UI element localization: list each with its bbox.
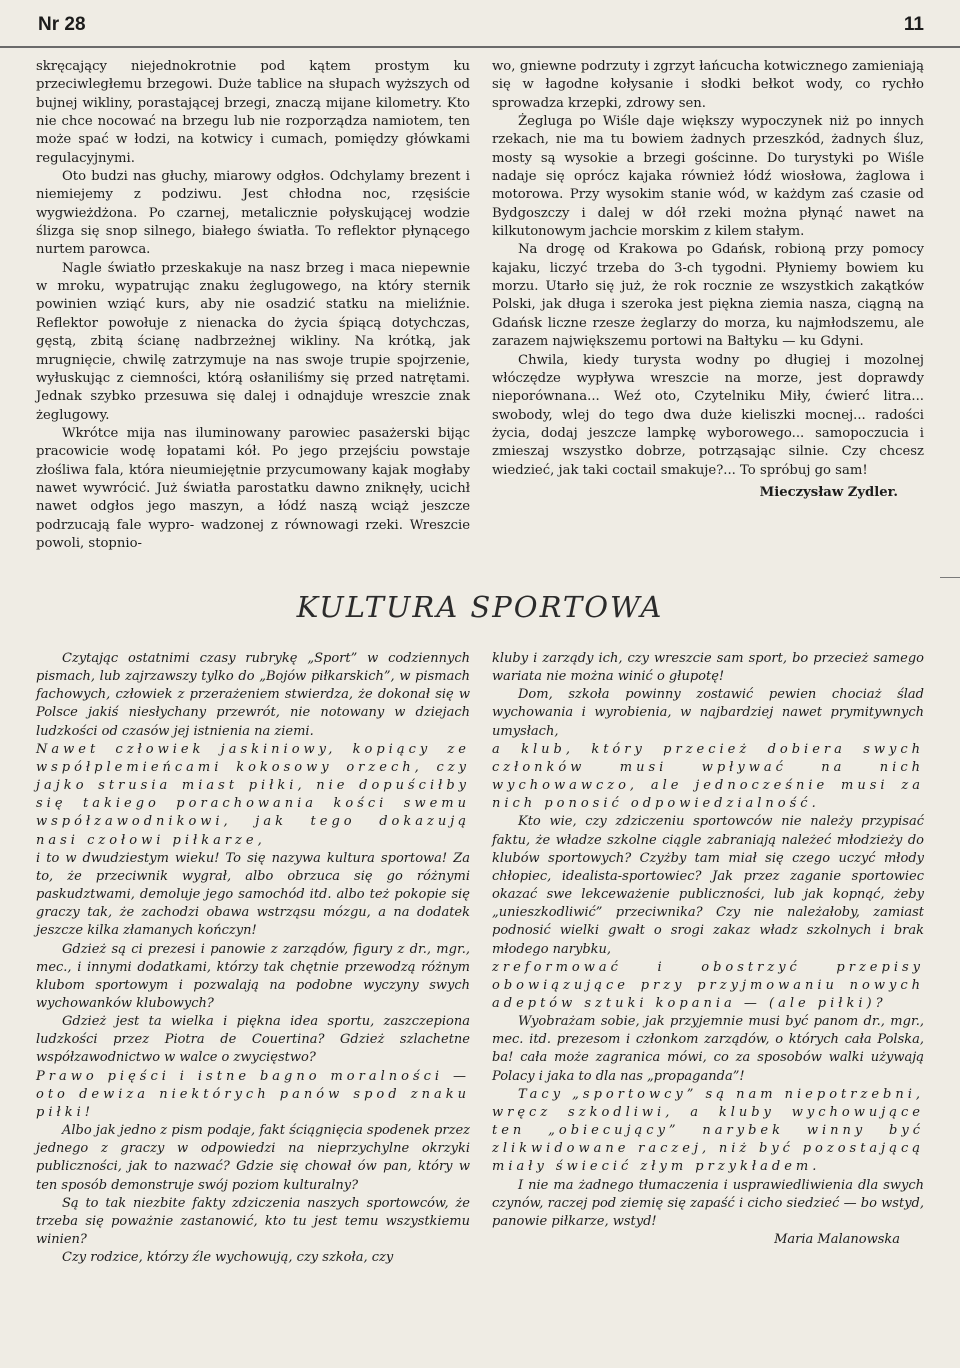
paragraph-spaced: zreformować i obostrzyć przepisy obowiązujące przy przyjmowaniu nowych adeptów sztuki kopania — (ale piłki)? (492, 959, 924, 1011)
paragraph: Są to tak niezbite fakty zdziczenia naszych sportowców, że trzeba się poważnie zastanowić, kto tu jest temu wszystkiemu winien? (36, 1195, 470, 1247)
article-column-bottom-right (492, 650, 924, 1249)
divider (940, 577, 960, 578)
paragraph: skręcający niejednokrotnie pod kątem prostym ku przeciwległemu brzegowi. Duże tablice na słupach wyższych od bujnej wikliny, porastającej brzegi, znaczą mijane kilometry. Kto nie chce nocować na brzegu lub nie rozporządza namiotem, ten może spać w łodzi, na kotwicy i cumach, pomiędzy główkami regulacyjnymi. (36, 59, 470, 166)
paragraph: i to w dwudziestym wieku! To się nazywa kultura sportowa! Za to, że przeciwnik wygrał, albo obrzuca się go różnymi paskudztwami, demoluje jego samochód itd. albo też pokopie się graczy tak, że zachodzi obawa wstrząsu mózgu, a na dodatek jeszcze kilka złamanych kończyn! (36, 850, 470, 939)
paragraph: Wyobrażam sobie, jak przyjemnie musi być panom dr., mgr., mec. itd. prezesom i członkom zarządów, o których cała Polska, ba! cała może zagranica mówi, co za sposobów walki używają Polacy i jaka to dla nas „propaganda”! (492, 1014, 924, 1084)
paragraph-spaced: Tacy „sportowcy” są nam niepotrzebni, wręcz szkodliwi, a kluby wychowujące ten „obiecujący” narybek winny być zlikwidowane raczej, niż być pozostającą miały świecić złym przykładem. (492, 1086, 924, 1175)
article-column-bottom-left (36, 650, 470, 1267)
article-column-top-right (492, 58, 924, 502)
paragraph-spaced: Prawo pięści i istne bagno moralności — oto dewiza niektórych panów spod znaku piłki! (36, 1068, 470, 1120)
paragraph: Chwila, kiedy turysta wodny po długiej i mozolnej włóczędze wypływa wreszcie na morze, jest doprawdy nieporównana... Weź oto, Czytelniku Miły, ćwierć litra... swobody, wlej do tego dwa duże kieliszki mocnej... radości życia, dodaj jeszcze lampkę wyborowego... samopoczucia i zmieszaj wszystko dobrze, potrząsając silnie. Czy chcesz wiedzieć, jak taki coctail smakuje?... To spróbuj go sam! (492, 352, 924, 478)
page-header (0, 0, 960, 48)
paragraph: Oto budzi nas głuchy, miarowy odgłos. Odchylamy brezent i niemiejemy z podziwu. Jest chłodna noc, rzęsiście wygwieżdżona. Po czarnej, metalicznie połyskującej wodzie ślizga się snop silnego, białego światła. To reflektor płynącego nurtem parowca. (36, 169, 470, 258)
article-column-top-left (36, 58, 470, 553)
author-signature: Maria Malanowska (774, 1232, 900, 1247)
paragraph: Wkrótce mija nas iluminowany parowiec pasażerski bijąc pracowicie wodę łopatami kół. Po jego przejściu powstaje złośliwa fala, która nieumiejętnie przycumowany kajak mogłaby nawet wywrócić. Już światła parostatku dawno zniknęły, ucichł nawet odgłos jego maszyn, a łódź naszą wciąż jeszcze podrzucają fale wypro- wadzonej z równowagi rzeki. Wreszcie powoli, stopnio- (36, 425, 470, 551)
paragraph: I nie ma żadnego tłumaczenia i usprawiedliwienia dla swych czynów, raczej pod ziemię się zapaść i cicho siedzieć — bo wstyd, panowie piłkarze, wstyd! (492, 1177, 924, 1229)
author-signature: Mieczysław Zydler. (759, 484, 898, 500)
paragraph-spaced: Nawet człowiek jaskiniowy, kopiący ze współplemieńcami kokosowy orzech, czy jajko strusia miast piłki, nie dopuściłby się takiego porachowania kości swemu współzawodnikowi, jak tego dokazują nasi czołowi piłkarze, (36, 741, 470, 848)
paragraph: kluby i zarządy ich, czy wreszcie sam sport, bo przecież samego wariata nie można winić o głupotę! (492, 651, 924, 685)
paragraph: Dom, szkoła powinny zostawić pewien chociaż ślad wychowania i wyrobienia, w najbardziej nawet prymitywnych umysłach, (492, 687, 924, 739)
paragraph: Na drogę od Krakowa po Gdańsk, robioną przy pomocy kajaku, liczyć trzeba do 3-ch tygodni. Płyniemy bowiem ku morzu. Utarło się już, że rok rocznie ze wszystkich zakątków Polski, jak długa i szeroka jest piękna ziemia nasza, ciągną na Gdańsk liczne rzesze żeglarzy do morza, ku najmłodszemu, ale zarazem największemu portowi na Bałtyku — ku Gdyni. (492, 242, 924, 350)
paragraph: Nagle światło przeskakuje na nasz brzeg i maca niepewnie w mroku, wypatrując znaku żeglugowego, na który sternik powinien wziąć kurs, aby nie osadzić statku na mieliźnie. Reflektor powołuje z nienacka do życia śpiącą dotychczas, gęstą, zbitą ścianę nadbrzeżnej wikliny. Na krótką, jak mrugnięcie, chwilę zatrzymuje na nas swoje trupie spojrzenie, wyłuskując z ciemności, którą osłaniliśmy się przed natrętami. Jednak szybko przesuwa się dalej i odnajduje wreszcie znak żeglugowy. (36, 260, 470, 423)
paragraph: Czytając ostatnimi czasy rubrykę „Sport” w codziennych pismach, lub zajrzawszy tylko do „Bojów piłkarskich”, w pismach fachowych, człowiek z przerażeniem stwierdza, że dokonał się w Polsce jakiś niesłychany przewrót, nie notowany w dziejach ludzkości od czasów jej istnienia na ziemi. (36, 651, 470, 739)
issue-number: Nr 28 (38, 14, 86, 35)
paragraph-spaced: a klub, który przecież dobiera swych członków musi wpływać na nich wychowawczo, ale jednocześnie musi za nich ponosić odpowiedzialność. (492, 741, 924, 812)
paragraph: Gdzież są ci prezesi i panowie z zarządów, figury z dr., mgr., mec., i innymi dodatkami, którzy tak chętnie przewodzą różnym klubom sportowym i pozwalają na podobne wyczyny swych wychowanków klubowych? (36, 941, 470, 1011)
section-title: KULTURA SPORTOWA (296, 590, 664, 624)
paragraph: wo, gniewne podrzuty i zgrzyt łańcucha kotwicznego zamieniają się w łagodne kołysanie i słodki bełkot wody, co rychło sprowadza krzepki, zdrowy sen. (492, 59, 924, 111)
paragraph: Gdzież jest ta wielka i piękna idea sportu, zaszczepiona ludzkości przez Piotra de Couertina? Gdzież szlachetne współzawodnictwo w walce o zwycięstwo? (36, 1014, 470, 1066)
paragraph: Czy rodzice, którzy źle wychowują, czy szkoła, czy (62, 1250, 394, 1266)
paragraph: Kto wie, czy zdziczeniu sportowców nie należy przypisać faktu, że władze szkolne ciągle zabraniają należeć młodzieży do klubów sportowych? Czyżby tam miał się czego uczyć młody chłopiec, idealista-sportowiec? Jak przez zaganie sportowiec okazać swe lekceważenie publiczności, lub jak kopnąć, żeby „unieszkodliwić” przeciwnika? Czy nie należałoby, zamiast podnosić wielki gwałt o srogi zakaz władz szkolnych i brak młodego narybku, (492, 814, 924, 957)
paragraph: Żegluga po Wiśle daje większy wypoczynek niż po innych rzekach, nie ma tu bowiem żadnych przeszkód, żadnych śluz, mosty są wysokie a brzegi gościnne. Do turystyki po Wiśle nadaje się oprócz kajaka również łódź wiosłowa, żaglowa i motorowa. Przy wysokim stanie wód, w każdym zaś czasie od Bydgoszczy i dalej w dół rzeki można płynąć nawet na kilkutonowym jachcie morskim z kilem stałym. (492, 114, 924, 240)
page-number: 11 (903, 14, 924, 35)
paragraph: Albo jak jedno z pism podaje, fakt ściągnięcia spodenek przez jednego z graczy w odpowiedzi na nieprzychylne okrzyki publiczności, jak to nazwać? Gdzie się chował ów pan, który w ten sposób demonstruje swój poziom kulturalny? (36, 1123, 470, 1193)
